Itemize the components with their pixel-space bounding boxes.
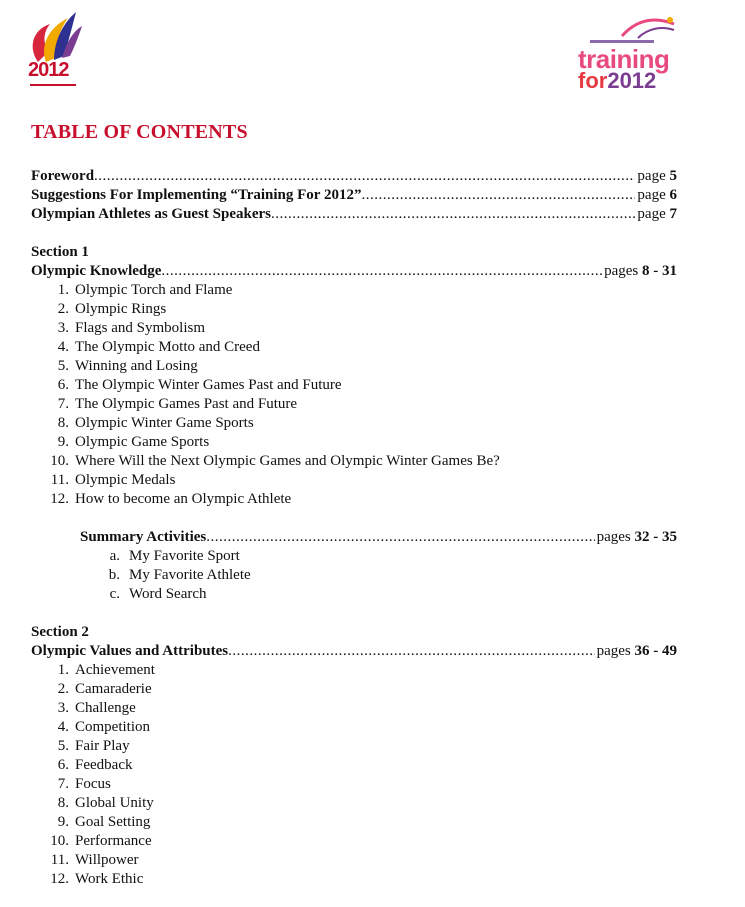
dot-leader bbox=[206, 528, 594, 547]
logo-underline bbox=[30, 84, 76, 86]
toc-entry-page: pages 36 - 49 bbox=[596, 643, 677, 659]
toc-entry-label: Olympic Knowledge bbox=[31, 263, 162, 279]
list-item: 5. Fair Play bbox=[57, 738, 130, 754]
2012-olympic-bid-logo bbox=[24, 8, 84, 90]
list-item: c. Word Search bbox=[109, 586, 207, 602]
list-item: 2. Olympic Rings bbox=[57, 301, 167, 317]
list-item: 3. Challenge bbox=[57, 700, 136, 716]
toc-entry-label: Suggestions For Implementing “Training For 2012” bbox=[31, 187, 362, 203]
list-item: 4. The Olympic Motto and Creed bbox=[57, 339, 260, 355]
list-item: 6. The Olympic Winter Games Past and Future bbox=[57, 377, 342, 393]
toc-entry-page: page 6 bbox=[637, 187, 677, 203]
logo-word-for2012 bbox=[578, 70, 656, 92]
list-item: 11. Willpower bbox=[50, 852, 139, 868]
list-item: 3. Flags and Symbolism bbox=[57, 320, 206, 336]
list-item: 10. Performance bbox=[50, 833, 152, 849]
toc-entry-page: pages 8 - 31 bbox=[604, 263, 677, 279]
dot-leader bbox=[94, 167, 635, 186]
logo-year-text: 2012 bbox=[28, 59, 69, 81]
logo-tagline-bar bbox=[590, 40, 654, 43]
list-item: 5. Winning and Losing bbox=[57, 358, 198, 374]
list-item: 7. The Olympic Games Past and Future bbox=[57, 396, 298, 412]
section-2-heading: Section 2 bbox=[31, 624, 89, 640]
training-for-2012-logo bbox=[572, 14, 684, 94]
logo-word-training: training bbox=[578, 44, 670, 74]
toc-entry-label: Olympic Values and Attributes bbox=[31, 643, 229, 659]
list-item: 12. How to become an Olympic Athlete bbox=[50, 491, 292, 507]
list-item: 9. Goal Setting bbox=[57, 814, 151, 830]
toc-entry-page: pages 32 - 35 bbox=[596, 529, 677, 545]
list-item: 4. Competition bbox=[57, 719, 150, 735]
toc-entry-foreword[interactable] bbox=[31, 167, 677, 186]
dot-leader bbox=[161, 262, 602, 281]
dot-leader bbox=[228, 642, 594, 661]
toc-entry-page: page 7 bbox=[637, 206, 677, 222]
toc-entry-guest-speakers[interactable] bbox=[31, 205, 677, 224]
toc-entry-olympic-knowledge[interactable] bbox=[31, 262, 677, 281]
list-item: 7. Focus bbox=[57, 776, 111, 792]
toc-entry-label: Summary Activities bbox=[80, 529, 207, 545]
section-1-heading: Section 1 bbox=[31, 244, 89, 260]
list-item: 2. Camaraderie bbox=[57, 681, 152, 697]
logo-word-2012: 2012 bbox=[607, 68, 657, 93]
toc-entry-page: page 5 bbox=[637, 168, 677, 184]
list-item: 1. Achievement bbox=[57, 662, 155, 678]
logo-word-for: for bbox=[578, 68, 608, 93]
dot-leader bbox=[361, 186, 635, 205]
swoosh-icon bbox=[618, 14, 678, 42]
list-item: 1. Olympic Torch and Flame bbox=[57, 282, 233, 298]
list-item: 11. Olympic Medals bbox=[50, 472, 176, 488]
list-item: b. My Favorite Athlete bbox=[108, 567, 251, 583]
list-item: 10. Where Will the Next Olympic Games and Olympic Winter Games Be? bbox=[50, 453, 500, 469]
dot-leader bbox=[271, 205, 635, 224]
toc-entry-label: Foreword bbox=[31, 168, 95, 184]
toc-entry-suggestions[interactable] bbox=[31, 186, 677, 205]
flame-icon bbox=[24, 8, 84, 64]
list-item: 8. Olympic Winter Game Sports bbox=[57, 415, 254, 431]
toc-entry-label: Olympian Athletes as Guest Speakers bbox=[31, 206, 272, 222]
page-title: TABLE OF CONTENTS bbox=[31, 121, 248, 143]
list-item: 8. Global Unity bbox=[57, 795, 154, 811]
list-item: 6. Feedback bbox=[57, 757, 133, 773]
list-item: a. My Favorite Sport bbox=[109, 548, 240, 564]
toc-entry-values-attributes[interactable] bbox=[31, 642, 677, 661]
list-item: 12. Work Ethic bbox=[50, 871, 144, 887]
toc-entry-summary-activities[interactable] bbox=[80, 528, 677, 547]
list-item: 9. Olympic Game Sports bbox=[57, 434, 210, 450]
